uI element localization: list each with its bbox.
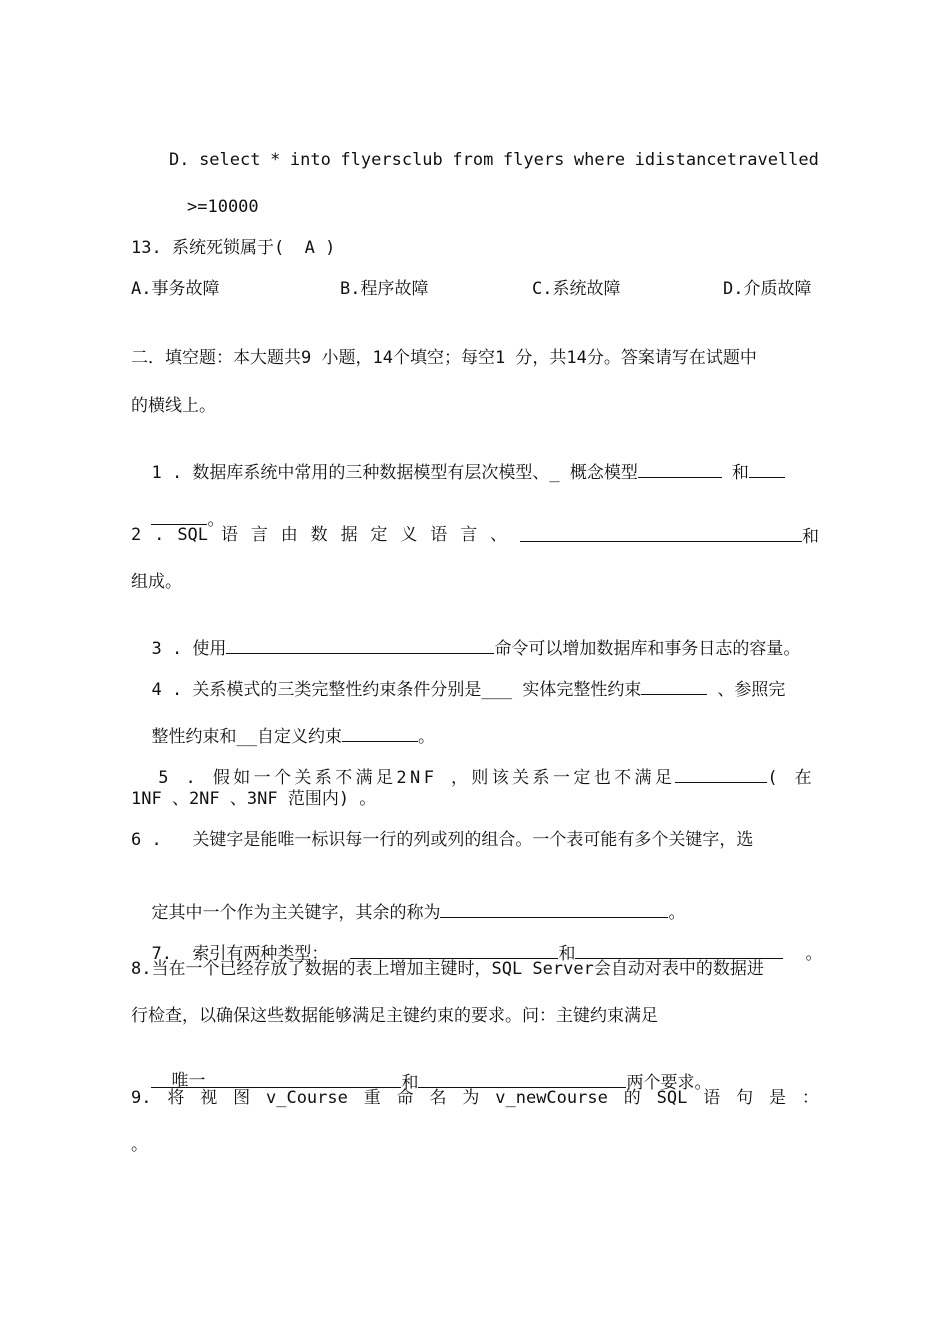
- q5-line2: 1NF 、2NF 、3NF 范围内) 。: [131, 789, 377, 809]
- q12-option-d-continuation: >=10000: [187, 197, 259, 217]
- q7-text: 和: [558, 944, 576, 964]
- answer-blank: [520, 523, 802, 542]
- q9-word: 语: [703, 1088, 721, 1108]
- sql-word: *: [270, 150, 281, 170]
- q1-line1: [131, 435, 785, 485]
- q13-option-d: D.介质故障: [723, 279, 812, 299]
- sql-word: where: [573, 150, 626, 170]
- q9-word: 将: [167, 1088, 185, 1108]
- q1-text: 1 . 数据库系统中常用的三种数据模型有层次模型、_ 概念模型: [151, 463, 638, 483]
- section2-heading-line2: 的横线上。: [131, 396, 216, 416]
- q8-line2: 行检查，以确保这些数据能够满足主键约束的要求。问：主键约束满足: [131, 1006, 658, 1026]
- q8-text: 和: [401, 1073, 419, 1093]
- q1-text: 。: [207, 510, 225, 530]
- q13-option-b: B.程序故障: [340, 279, 429, 299]
- sql-word: flyersclub: [340, 150, 443, 170]
- q2-word: 定: [370, 525, 388, 545]
- q2-word: SQL: [177, 525, 209, 545]
- q13-option-a: A.事务故障: [131, 279, 220, 299]
- q2-word: 由: [280, 525, 298, 545]
- q8-line1: 8.当在一个已经存放了数据的表上增加主键时，SQL Server会自动对表中的数据进: [131, 959, 764, 979]
- q5-text: ( 在: [767, 768, 816, 788]
- sql-word: idistancetravelled: [634, 150, 819, 170]
- answer-blank: [749, 459, 785, 478]
- q5-text: 5 . 假如一个关系不满足2NF ，则该关系一定也不满足: [158, 768, 676, 788]
- q2-word: 数: [310, 525, 328, 545]
- q2-word: 和: [802, 527, 819, 547]
- q9-word: v_newCourse: [495, 1088, 608, 1108]
- q9-word: 名: [429, 1088, 447, 1108]
- q12-option-d-label: D.: [169, 150, 190, 170]
- q4-text: 整性约束和__自定义约束: [151, 727, 342, 747]
- q4-text: 4 . 关系模式的三类完整性约束条件分别是___ 实体完整性约束: [151, 680, 642, 700]
- q2-word: 、: [490, 525, 508, 545]
- q9-word: 图: [233, 1088, 251, 1108]
- q6-text: 定其中一个作为主关键字，其余的称为: [151, 903, 441, 923]
- q2-word: 言: [460, 525, 478, 545]
- q9-word: ：: [801, 1088, 819, 1108]
- answer-blank: [638, 459, 722, 478]
- q2-word: 语: [220, 525, 238, 545]
- q3-text: 3 . 使用: [151, 639, 227, 659]
- answer-blank: [641, 676, 707, 695]
- sql-word: select: [199, 150, 261, 170]
- q7-text: 7. 索引有两种类型：: [151, 944, 329, 964]
- q2-line2: 组成。: [131, 572, 182, 592]
- q9-word: 视: [200, 1088, 218, 1108]
- q3-text: 命令可以增加数据库和事务日志的容量。: [494, 639, 801, 659]
- q6-line1: 6 . 关键字是能唯一标识每一行的列或列的组合。一个表可能有多个关键字，选: [131, 830, 754, 850]
- q2-word: 据: [340, 525, 358, 545]
- q9-word: 是: [768, 1088, 786, 1108]
- q2-word: 2: [131, 525, 142, 545]
- answer-blank: [675, 764, 767, 783]
- q12-option-d-line: [169, 148, 819, 172]
- q8-answer1: 唯一: [171, 1071, 206, 1091]
- q9-word: 为: [462, 1088, 480, 1108]
- q2-word: 义: [400, 525, 418, 545]
- q4-text: 。: [417, 727, 435, 747]
- q9-word: 的: [623, 1088, 641, 1108]
- q13-stem: 13. 系统死锁属于( A ): [131, 238, 336, 258]
- q7-text: 。: [805, 944, 823, 964]
- sql-word: from: [452, 150, 494, 170]
- q9-word: 句: [736, 1088, 754, 1108]
- q6-text: 。: [668, 903, 686, 923]
- q9-word: 命: [396, 1088, 414, 1108]
- q2-word: 言: [250, 525, 268, 545]
- q9-word: 重: [363, 1088, 381, 1108]
- q9-word: SQL: [656, 1088, 688, 1108]
- q4-text: 、参照完: [717, 680, 786, 700]
- q5-line1: [131, 740, 815, 790]
- q9-word: 9.: [131, 1088, 152, 1108]
- sql-word: into: [289, 150, 331, 170]
- section2-heading-line1: 二．填空题：本大题共9 小题，14个填空；每空1 分，共14分。答案请写在试题中: [131, 348, 757, 368]
- q9-line2: 。: [131, 1135, 148, 1155]
- q1-text: 和: [731, 463, 749, 483]
- sql-word: flyers: [502, 150, 565, 170]
- q2-line1: [131, 523, 819, 549]
- q8-text: 两个要求。: [626, 1073, 712, 1093]
- q2-word: .: [154, 525, 165, 545]
- q4-line1: [131, 652, 785, 702]
- q13-option-c: C.系统故障: [532, 279, 621, 299]
- q2-word: 语: [430, 525, 448, 545]
- q9-line1: [131, 1086, 819, 1110]
- q9-word: v_Course: [265, 1088, 348, 1108]
